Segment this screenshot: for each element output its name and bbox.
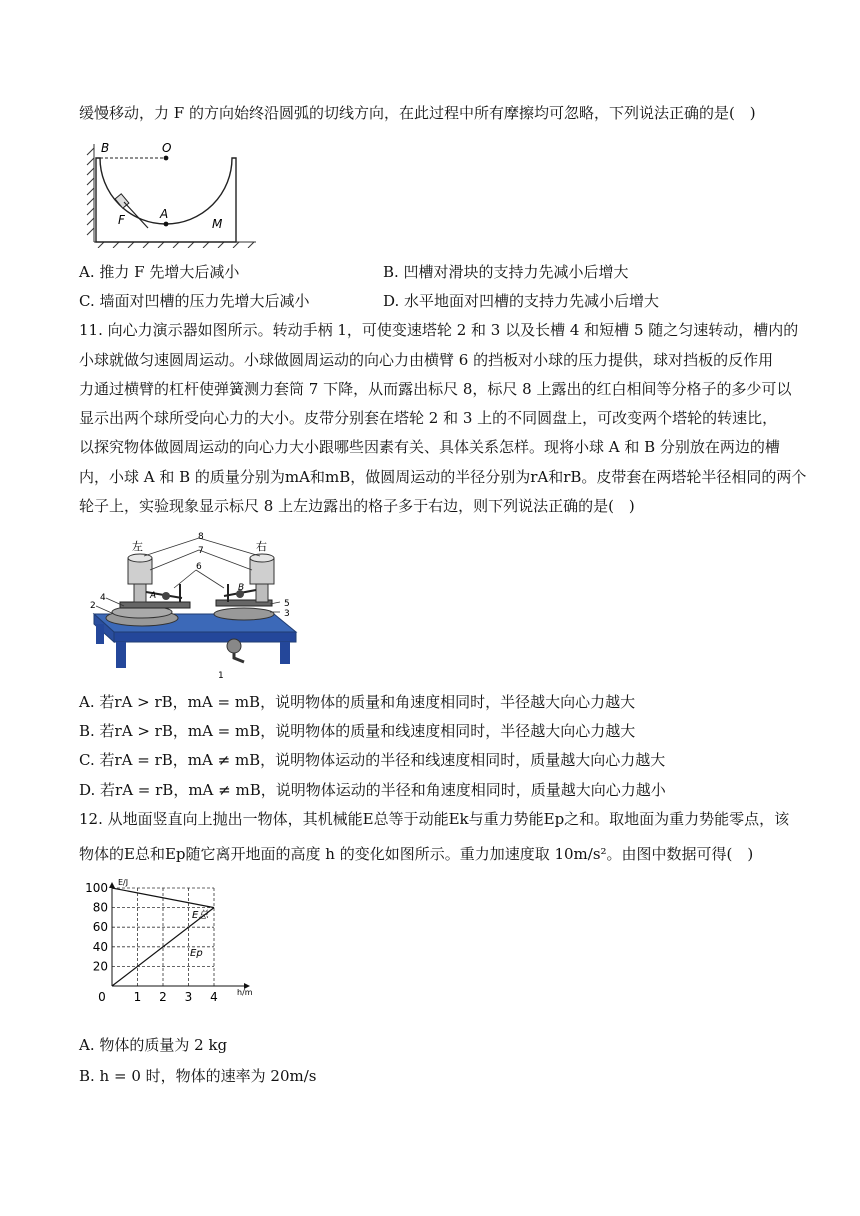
q11-option-b: B. 若rA > rB，mA = mB，说明物体的质量和线速度相同时，半径越大向心力越大 <box>79 722 636 740</box>
q12-option-a: A. 物体的质量为 2 kg <box>79 1036 228 1054</box>
ground-hatching <box>94 242 256 248</box>
q10-option-c: C. 墙面对凹槽的压力先增大后减小 <box>79 292 310 310</box>
q12-energy-height-chart <box>84 876 264 1022</box>
q12-option-b: B. h = 0 时，物体的速率为 20m/s <box>79 1067 317 1085</box>
label-1: 1 <box>218 671 224 681</box>
q10-groove-figure <box>84 138 260 248</box>
y-tick-label-40: 40 <box>92 939 108 954</box>
q11-option-d: D. 若rA = rB，mA ≠ mB，说明物体运动的半径和角速度相同时，质量越大向心力越小 <box>79 781 666 799</box>
q11-option-c: C. 若rA = rB，mA ≠ mB，说明物体运动的半径和线速度相同时，质量越大向心力越大 <box>79 751 666 769</box>
label-4: 4 <box>100 593 106 603</box>
wall-hatching <box>87 144 94 242</box>
q11-option-a: A. 若rA > rB，mA = mB，说明物体的质量和角速度相同时，半径越大向心力越大 <box>79 693 636 711</box>
crank-wheel <box>227 639 241 653</box>
label-F: F <box>118 213 125 227</box>
q11-line-4: 显示出两个球所受向心力的大小。皮带分别套在塔轮 2 和 3 上的不同圆盘上，可改变两个塔轮的转速比， <box>79 409 778 427</box>
q11-line-5: 以探究物体做圆周运动的向心力大小跟哪些因素有关、具体关系怎样。现将小球 A 和 B 分别放在两边的槽 <box>79 438 780 456</box>
chart-grid <box>112 888 214 986</box>
x-tick-label-4: 4 <box>210 990 218 1004</box>
y-tick-label-20: 20 <box>92 959 108 974</box>
series-label-E-total: E总 <box>192 910 209 921</box>
q12-line-1: 12. 从地面竖直向上抛出一物体，其机械能E总等于动能Ek与重力势能Ep之和。取地面为重力势能零点，该 <box>79 810 790 828</box>
label-A: A <box>160 207 169 221</box>
q10-option-b: B. 凹槽对滑块的支持力先减小后增大 <box>383 263 629 281</box>
y-axis-label: E/J <box>118 878 129 887</box>
label-M: M <box>212 217 223 231</box>
q11-line-1: 11. 向心力演示器如图所示。转动手柄 1，可使变速塔轮 2 和 3 以及长槽 4 和短槽 5 随之匀速转动，槽内的 <box>79 321 799 339</box>
center-point-O <box>164 156 169 161</box>
q10-stem-tail: 缓慢移动，力 F 的方向始终沿圆弧的切线方向，在此过程中所有摩擦均可忽略，下列说法正确的是( ) <box>79 104 756 122</box>
bottom-point-A <box>164 222 169 227</box>
chart-series <box>112 888 214 986</box>
y-tick-label-60: 60 <box>92 920 108 935</box>
y-tick-label-80: 80 <box>92 900 108 915</box>
q11-line-6: 内，小球 A 和 B 的质量分别为mA和mB，做圆周运动的半径分别为rA和rB。皮带套在两塔轮半径相同的两个 <box>79 468 807 486</box>
q11-line-2: 小球就做匀速圆周运动。小球做圆周运动的向心力由横臂 6 的挡板对小球的压力提供，球对挡板的反作用 <box>79 351 774 369</box>
label-B: B <box>238 583 245 593</box>
label-O: O <box>162 141 172 155</box>
x-tick-label-1: 1 <box>133 990 142 1004</box>
label-7: 7 <box>198 546 204 556</box>
chart-axes <box>109 882 250 989</box>
label-left: 左 <box>132 540 143 553</box>
ball-A <box>162 592 170 600</box>
label-B: B <box>101 141 110 155</box>
y-tick-label-100: 100 <box>85 881 108 895</box>
series-label-Ep: Ep <box>190 948 203 959</box>
label-A: A <box>150 591 157 601</box>
label-right: 右 <box>256 540 267 553</box>
q12-line-2: 物体的E总和Ep随它离开地面的高度 h 的变化如图所示。重力加速度取 10m/s²。由图中数据可得( ) <box>79 845 754 863</box>
x-tick-label-2: 2 <box>159 990 167 1004</box>
label-6: 6 <box>196 562 202 572</box>
q11-line-3: 力通过横臂的杠杆使弹簧测力套筒 7 下降，从而露出标尺 8，标尺 8 上露出的红白相间等分格子的多少可以 <box>79 380 792 398</box>
label-3: 3 <box>284 609 290 619</box>
q11-centripetal-apparatus-figure <box>84 532 304 682</box>
x-axis-label: h/m <box>237 988 253 997</box>
q10-option-d: D. 水平地面对凹槽的支持力先减小后增大 <box>383 292 660 310</box>
label-8: 8 <box>198 532 204 542</box>
y-axis-arrow <box>109 882 115 888</box>
q10-option-a: A. 推力 F 先增大后减小 <box>79 263 240 281</box>
x-tick-label-3: 3 <box>184 990 193 1004</box>
x-tick-label-0: 0 <box>98 990 106 1004</box>
label-5: 5 <box>284 599 290 609</box>
q11-line-7: 轮子上，实验现象显示标尺 8 上左边露出的格子多于右边，则下列说法正确的是( ) <box>79 497 635 515</box>
label-2: 2 <box>90 601 96 611</box>
